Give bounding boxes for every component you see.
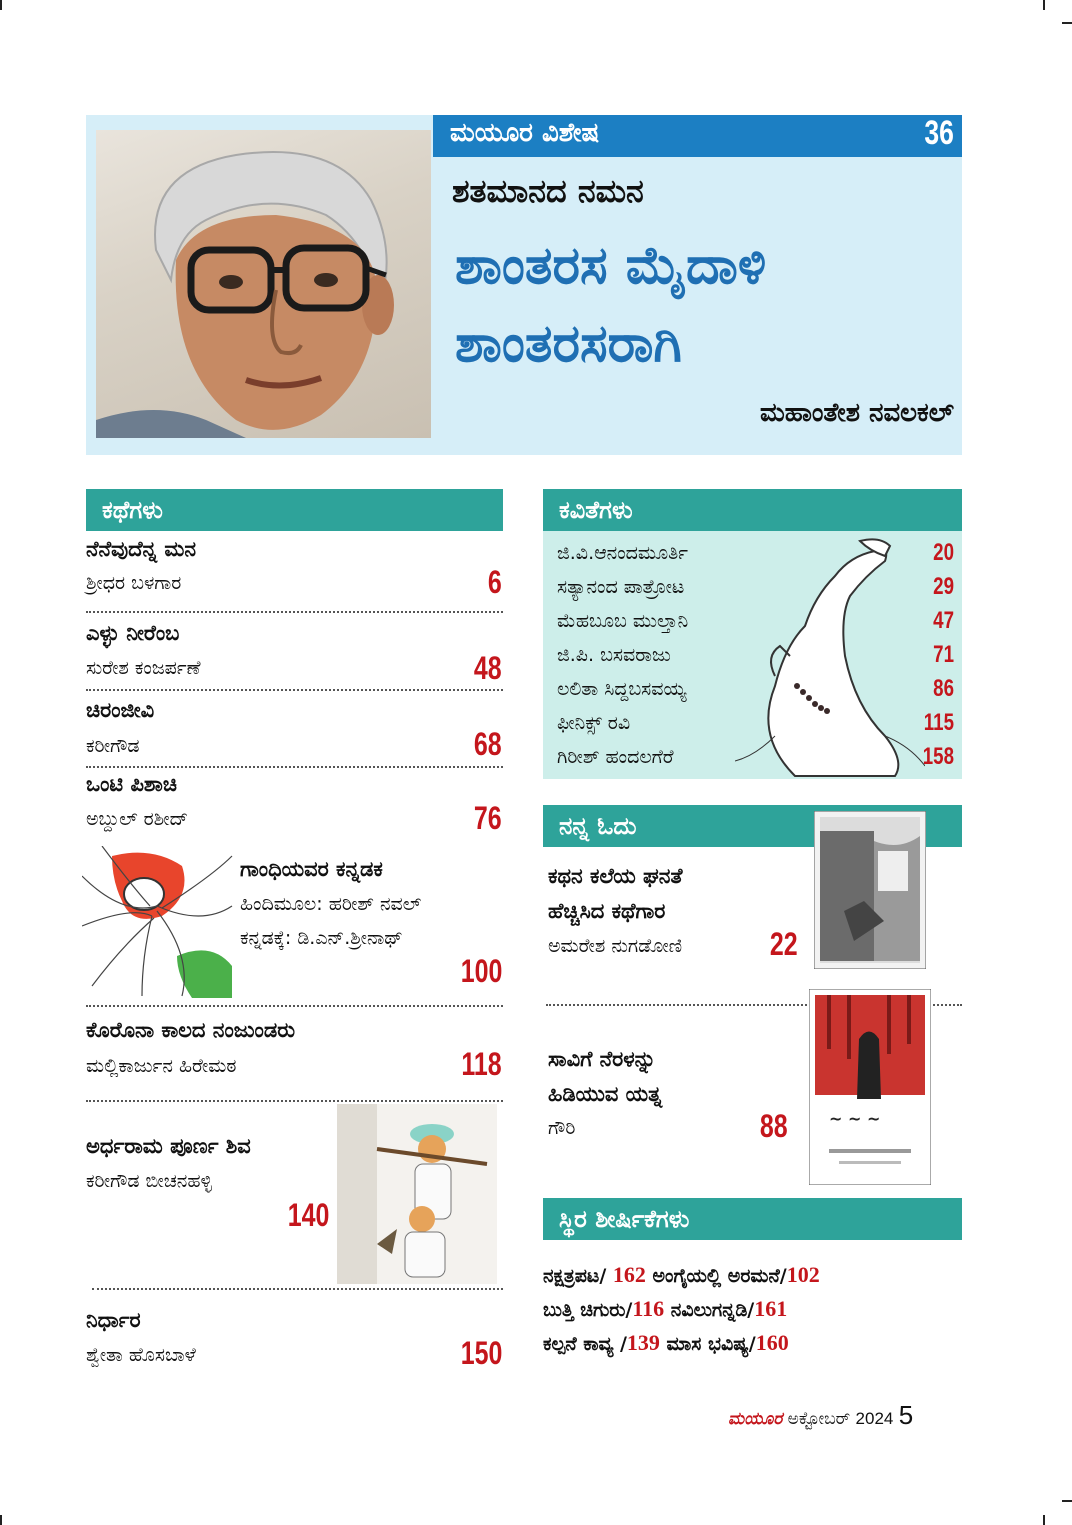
column-name[interactable]: ಅಂಗೈಯಲ್ಲಿ ಅರಮನೆ/	[652, 1265, 787, 1287]
book-review-title-line-2[interactable]: ಹಿಡಿಯುವ ಯತ್ನ	[548, 1082, 663, 1106]
crop-mark	[1062, 22, 1072, 24]
story-author: ಸುರೇಶ ಕಂಜರ್ಪಣೆ	[86, 657, 201, 679]
poet-name: ಸತ್ಯಾನಂದ ಪಾತ್ರೋಟ	[557, 576, 685, 598]
poet-name: ಫೀನಿಕ್ಸ್ ರವಿ	[557, 712, 631, 734]
columns-heading: ಸ್ಥಿರ ಶೀರ್ಷಿಕೆಗಳು	[543, 1198, 962, 1240]
columns-row	[543, 1330, 789, 1356]
story-title[interactable]: ನೆನೆವುದೆನ್ನ ಮನ	[86, 537, 197, 561]
story-author: ಅಬ್ದುಲ್ ರಶೀದ್	[86, 808, 189, 830]
story-page-number[interactable]: 76	[474, 800, 502, 836]
story-page-number[interactable]: 150	[460, 1335, 502, 1371]
book-review-author: ಗೌರಿ	[548, 1117, 576, 1139]
footer-magazine-logo: ಮಯೂರ	[728, 1409, 783, 1429]
poem-page-number[interactable]: 158	[922, 743, 954, 770]
divider	[86, 766, 503, 768]
column-page-number[interactable]: 162	[612, 1262, 646, 1287]
poem-page-number[interactable]: 86	[933, 675, 954, 702]
column-name[interactable]: ಕಲ್ಪನೆ ಕಾವ್ಯ /	[543, 1333, 627, 1355]
feature-author: ಮಹಾಂತೇಶ ನವಲಕಲ್	[759, 398, 954, 428]
column-page-number[interactable]: 139	[626, 1330, 660, 1355]
reading-heading: ನನ್ನ ಓದು	[543, 805, 962, 847]
footer-page-number: 5	[898, 1400, 914, 1430]
columns-row	[543, 1262, 820, 1288]
story-page-number[interactable]: 6	[488, 564, 502, 600]
feature-subtitle: ಶತಮಾನದ ನಮನ	[452, 172, 644, 210]
book-review-page-number[interactable]: 88	[760, 1108, 788, 1144]
poem-page-number[interactable]: 20	[933, 539, 954, 566]
story-author: ಕರೀಗೌಡ	[86, 735, 140, 757]
feature-label: ಮಯೂರ ವಿಶೇಷ	[450, 118, 600, 148]
feature-title-line-2[interactable]: ಶಾಂತರಸರಾಗಿ	[455, 314, 682, 374]
poems-illustration	[735, 536, 925, 778]
crop-mark	[1062, 1500, 1072, 1502]
column-name[interactable]: ಮಾಸ ಭವಿಷ್ಯ/	[666, 1333, 756, 1355]
footer-month: ಅಕ್ಟೋಬರ್	[787, 1409, 851, 1429]
divider	[86, 1100, 503, 1102]
column-name[interactable]: ಬುತ್ತಿ ಚಿಗುರು/	[543, 1299, 633, 1321]
columns-row	[543, 1296, 787, 1322]
story-title[interactable]: ಚಿರಂಜೀವಿ	[86, 698, 155, 722]
poem-page-number[interactable]: 115	[923, 709, 954, 736]
story-title[interactable]: ಗಾಂಧಿಯವರ ಕನ್ನಡಕ	[240, 857, 383, 881]
crop-mark	[0, 1515, 2, 1525]
book-review-title-line-2[interactable]: ಹೆಚ್ಚಿಸಿದ ಕಥೆಗಾರ	[548, 899, 666, 923]
feature-portrait-photo	[96, 130, 431, 438]
poem-page-number[interactable]: 29	[933, 573, 954, 600]
poet-name: ಲಲಿತಾ ಸಿದ್ದಬಸವಯ್ಯ	[557, 678, 687, 700]
poet-name: ಮೆಹಬೂಬ ಮುಲ್ತಾನಿ	[557, 610, 689, 632]
book-review-title-line-1[interactable]: ಕಥನ ಕಲೆಯ ಘನತೆ	[548, 864, 683, 888]
story-translator: ಕನ್ನಡಕ್ಕೆ: ಡಿ.ಎನ್.ಶ್ರೀನಾಥ್	[240, 927, 403, 949]
poem-page-number[interactable]: 47	[933, 607, 954, 634]
divider	[86, 611, 503, 613]
column-page-number[interactable]: 161	[754, 1296, 788, 1321]
column-page-number[interactable]: 160	[755, 1330, 789, 1355]
svg-text:~ ~ ~: ~ ~ ~	[829, 1109, 881, 1128]
story-title[interactable]: ಒಂಟಿ ಪಿಶಾಚಿ	[86, 772, 177, 796]
poems-heading: ಕವಿತೆಗಳು	[543, 489, 962, 531]
story-page-number[interactable]: 118	[461, 1046, 502, 1082]
book-review-page-number[interactable]: 22	[770, 926, 798, 962]
story-page-number[interactable]: 140	[287, 1197, 329, 1233]
story-title[interactable]: ನಿರ್ಧಾರ	[86, 1308, 141, 1332]
feature-page-number[interactable]: 36	[924, 114, 954, 152]
divider	[86, 1005, 503, 1007]
crop-mark	[1043, 1515, 1045, 1525]
footer	[728, 1400, 913, 1431]
story-author: ಶ್ವೇತಾ ಹೊಸಬಾಳೆ	[86, 1344, 196, 1366]
column-name[interactable]: ನವಿಲುಗನ್ನಡಿ/	[670, 1299, 755, 1321]
story-page-number[interactable]: 100	[460, 953, 502, 989]
book-review-author: ಅಮರೇಶ ನುಗಡೋಣಿ	[548, 935, 683, 957]
crop-mark	[1043, 0, 1045, 10]
feature-title-line-1[interactable]: ಶಾಂತರಸ ಮೈದಾಳಿ	[455, 236, 767, 296]
book-cover-1	[814, 811, 926, 969]
poet-name: ಜಿ.ಪಿ. ಬಸವರಾಜು	[557, 644, 671, 666]
crop-mark	[0, 0, 2, 10]
story-author: ಶ್ರೀಧರ ಬಳಗಾರ	[86, 572, 182, 594]
story-title[interactable]: ಅರ್ಧರಾಮ ಪೂರ್ಣ ಶಿವ	[86, 1134, 251, 1158]
column-page-number[interactable]: 116	[632, 1296, 665, 1321]
book-cover-2	[809, 989, 931, 1185]
book-review-title-line-1[interactable]: ಸಾವಿಗೆ ನೆರಳನ್ನು	[548, 1047, 656, 1071]
story-author: ಹಿಂದಿಮೂಲ: ಹರೀಶ್ ನವಲ್	[240, 893, 422, 915]
poem-page-number[interactable]: 71	[933, 641, 954, 668]
story-title[interactable]: ಕೊರೊನಾ ಕಾಲದ ನಂಜುಂಡರು	[86, 1018, 296, 1042]
column-name[interactable]: ನಕ್ಷತ್ರಪಟ/	[543, 1265, 607, 1287]
footer-year: 2024	[855, 1409, 894, 1428]
story-illustration-men	[337, 1104, 497, 1284]
divider	[86, 689, 503, 691]
column-page-number[interactable]: 102	[786, 1262, 820, 1287]
story-page-number[interactable]: 48	[474, 650, 502, 686]
story-page-number[interactable]: 68	[474, 726, 502, 762]
poet-name: ಜಿ.ವಿ.ಆನಂದಮೂರ್ತಿ	[557, 542, 689, 564]
poet-name: ಗಿರೀಶ್ ಹಂದಲಗೆರೆ	[557, 746, 674, 768]
story-title[interactable]: ಎಳ್ಳು ನೀರೆಂಬ	[86, 621, 180, 645]
story-author: ಮಲ್ಲಿಕಾರ್ಜುನ ಹಿರೇಮಠ	[86, 1055, 237, 1077]
stories-heading: ಕಥೆಗಳು	[86, 489, 503, 531]
divider	[92, 1288, 503, 1290]
story-illustration-spectacles	[82, 846, 234, 998]
story-author: ಕರೀಗೌಡ ಬೀಚನಹಳ್ಳಿ	[86, 1170, 213, 1192]
